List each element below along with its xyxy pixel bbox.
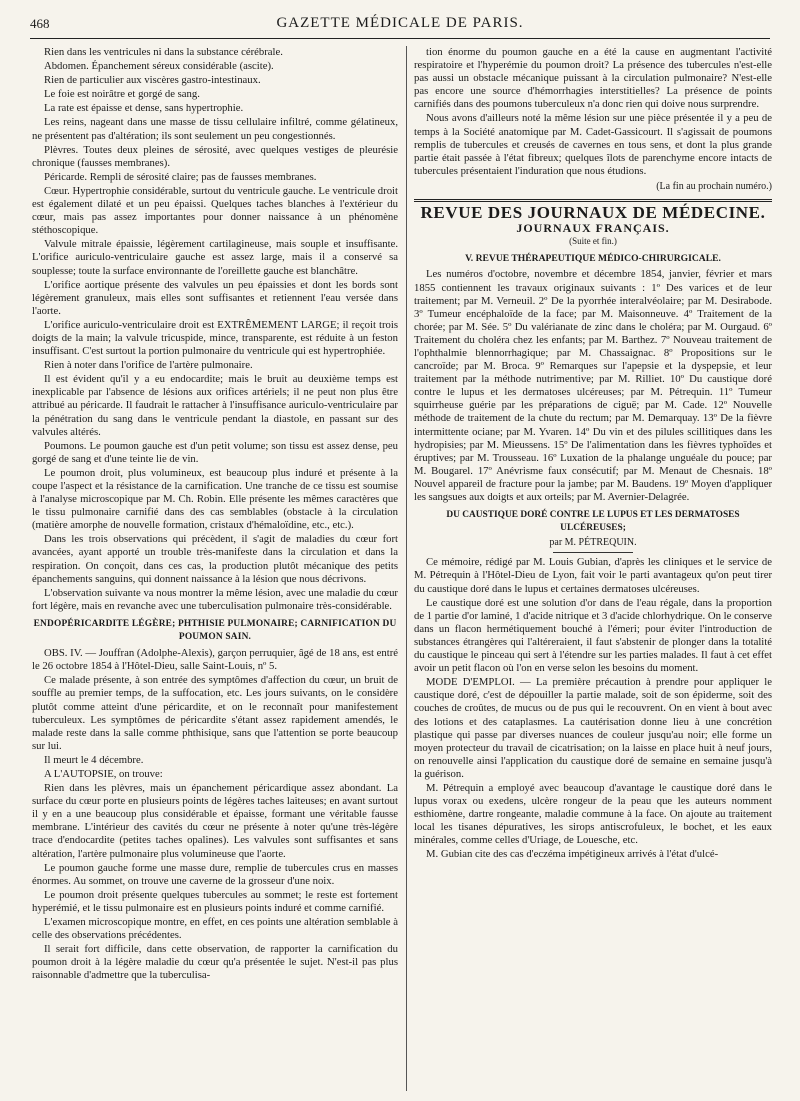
paragraph: Le foie est noirâtre et gorgé de sang.: [44, 88, 200, 101]
paragraph: Poumons. Le poumon gauche est d'un petit volume; son tissu est assez dense, peu gorgé de sang et d'une teinte lie de vin.: [32, 439, 398, 465]
paragraph: MODE D'EMPLOI. — La première précaution à prendre pour appliquer le caustique doré, c'est de dépouiller la partie malade, soit de son épiderme, soit des couches de croûtes, de mucus ou de pus qui le recouvrent. On en vient à bout avec des lotions et des cataplasmes. La cautérisation donne lieu à une concrétion plastique qui passe par diverses nuances de couleur jusqu'au noir; elle forme un moyen protecteur du travail de cicatrisation; on la laisse en place huit à neuf jours, on renouvelle ainsi l'application du caustique doré de semaine en semaine jusqu'à la guérison.: [414, 676, 772, 780]
paragraph: La rate est épaisse et dense, sans hypertrophie.: [44, 102, 244, 115]
paragraph: Valvule mitrale épaissie, légèrement cartilagineuse, mais souple et insuffisante. L'orifice auriculo-ventriculaire gauche est assez large, mais il a conservé sa souplesse; toute la surface environnante de l'oreillette gauche est blanchâtre.: [32, 238, 398, 277]
paragraph: Rien à noter dans l'orifice de l'artère pulmonaire.: [44, 359, 253, 372]
page-header: [30, 12, 770, 39]
left-column: [32, 46, 398, 1091]
paragraph: Dans les trois observations qui précèdent, il s'agit de maladies du cœur fort avancées, ayant apporté un trouble très-manifeste dans la circulation et dans la respiration. On conçoit, dans ces cas, la production plutôt mécanique des petits épanchements sanguins, qui donnent naissance à la lésion que nous décrivons.: [32, 533, 398, 585]
paragraph: Il est évident qu'il y a eu endocardite; mais le bruit au deuxième temps est inexplicable par l'absence de lésions aux orifices artériels; il ne peut non plus être attribué au péricarde. Il faudrait le rattacher à l'insuffisance auriculo-ventriculaire par la pénétration du sang dans le ventricule pendant la diastole, en passant sur des valvules altérés.: [32, 373, 398, 438]
paragraph: Cœur. Hypertrophie considérable, surtout du ventricule gauche. Le ventricule droit est également dilaté et un peu épaissi. Quelques taches blanches à l'extérieur du cœur, mais pas assez importantes pour donner naissance à un phénomène stéthoscopique.: [32, 184, 398, 237]
revue-title: REVUE DES JOURNAUX DE MÉDECINE.: [420, 203, 766, 223]
paragraph: M. Pétrequin a employé avec beaucoup d'avantage le caustique doré dans le lupus vorax ou exedens, ulcère rongeur de la peau que les auteurs nomment esthiomène, dartre rongeante, maladie commune à la face. On ajoute au traitement local les tisanes dépuratives, les sirops antiscrofuleux, le bochet, et les eaux minérales, comme celles d'Uriage, de Louesche, etc.: [414, 781, 772, 847]
paragraph: Rien dans les ventricules ni dans la substance cérébrale.: [44, 46, 283, 58]
right-column: [414, 46, 772, 1091]
paragraph: L'orifice aortique présente des valvules un peu épaissies et dont les bords sont légèrement granuleux, mais elles sont suffisantes et retiennent l'eau versée dans l'aorte.: [32, 278, 398, 317]
right-continuation-paragraphs: [414, 46, 772, 178]
paragraph: tion énorme du poumon gauche en a été la cause en augmentant l'activité respiratoire et l'hyperémie du poumon droit? La présence des tubercules n'est-elle pas aussi un obstacle mécanique puissant à la circulation pulmonaire? N'est-elle pas encore une source d'hémorrhagies interstitielles? La présence de points carnifiés dans des poumons tuberculeux n'a donc rien qui doive nous surprendre.: [414, 46, 772, 111]
paragraph: Plèvres. Toutes deux pleines de sérosité, avec quelques vestiges de pleurésie chronique (fausses membranes).: [32, 143, 398, 169]
paragraph: L'observation suivante va nous montrer la même lésion, avec une maladie du cœur fort légère, mais en revanche avec une tuberculisation pulmonaire très-considérable.: [32, 586, 398, 612]
paragraph: L'orifice auriculo-ventriculaire droit est EXTRÊMEMENT LARGE; il reçoit trois doigts de la main; la valvule tricuspide, mince, transparente, est réduite à un feston insuffisant. C'est surtout la portion pulmonaire du ventricule qui est hypertrophiée.: [32, 318, 398, 358]
paragraph: Les reins, nageant dans une masse de tissu cellulaire infiltré, comme gélatineux, ne présentent pas d'altération; ils sont seulement un peu congestionnés.: [32, 116, 398, 142]
paragraph: Péricarde. Rempli de sérosité claire; pas de fausses membranes.: [44, 170, 317, 183]
paragraph: Rien dans les plèvres, mais un épanchement péricardique assez abondant. La surface du cœur porte en plusieurs points de légères taches laiteuses; en avant surtout il y en a une beaucoup plus considérable et épaisse, formant une véritable fausse membrane. L'intérieur des cavités du cœur ne présente à noter qu'une très-légère trace d'endocardite (petites taches opalines). Les valvules sont suffisantes et sans altération, l'artère pulmonaire plus volumineuse que l'aorte.: [32, 782, 398, 860]
suite-note: (Suite et fin.): [569, 236, 617, 247]
left-paragraphs-observation: [32, 647, 398, 982]
paragraph: A L'AUTOPSIE, on trouve:: [44, 767, 163, 780]
column-divider: [406, 46, 407, 1091]
paragraph: Le poumon droit présente quelques tubercules au sommet; le reste est fortement hyperémié, et le tissu pulmonaire est en plusieurs points induré et comme carnifié.: [32, 888, 398, 914]
paragraph: Ce malade présente, à son entrée des symptômes d'affection du cœur, un bruit de souffle au premier temps, de la suffocation, etc. Les jours suivants, on le considère plutôt comme atteint d'une péricardite, et on le reconnaît pour manifestement tuberculeux. Les symptômes de péricardite s'étant assez rapidement amendés, le malade reste dans la salle comme phthisique, sans que l'attention se porte beaucoup sur lui.: [32, 674, 398, 752]
paragraph: Abdomen. Épanchement séreux considérable (ascite).: [44, 60, 274, 73]
paragraph: Il serait fort difficile, dans cette observation, de rapporter la carnification du poumon droit à la légère maladie du cœur qu'a présentée le sujet. N'est-il pas plus raisonnable d'admettre que la tuberculisa-: [32, 943, 398, 982]
short-rule: [553, 552, 633, 553]
paragraph: Le poumon gauche forme une masse dure, remplie de tubercules crus en masses énormes. Au sommet, on trouve une caverne de la grosseur d'une noix.: [32, 861, 398, 887]
paragraph: Le caustique doré est une solution d'or dans de l'eau régale, dans la proportion de 1 partie d'or laminé, 1 d'acide nitrique et 3 d'acide chlorhydrique. On le conserve dans un flacon hermétiquement bouché à l'émeri; pour éviter l'introduction de substances étrangères qui l'altéreraient, il faut s'abstenir de plonger dans la totalité du caustique le pinceau qui sert à l'étendre sur les parties malades. Il faut à cet effet avoir un petit flacon où l'on en verse selon les besoins du moment.: [414, 596, 772, 675]
paragraph: Nous avons d'ailleurs noté la même lésion sur une pièce présentée il y a peu de temps à la Société anatomique par M. Cadet-Gassicourt. Il s'agissait de poumons remplis de tubercules et creusés de cavernes en tous sens, et dont la plus grande partie était passée à l'état fibreux; quelques îlots de parenchyme encore intacts de tubercules présentaient l'induration que nous étudions.: [414, 112, 772, 177]
paragraph: Ce mémoire, rédigé par M. Louis Gubian, d'après les cliniques et le service de M. Pétrequin à l'Hôtel-Dieu de Lyon, fait voir le parti avantageux qu'on peut tirer du caustique doré dans le lupus et certaines dermatoses ulcéreuses.: [414, 556, 772, 595]
to-be-continued-note: (La fin au prochain numéro.): [656, 180, 772, 192]
page-number: 468: [30, 16, 50, 31]
paragraph: OBS. IV. — Jouffran (Adolphe-Alexis), garçon perruquier, âgé de 18 ans, est entré le 26 octobre 1854 à l'Hôtel-Dieu, salle Saint-Louis, nº 5.: [32, 647, 398, 673]
paragraph: M. Gubian cite des cas d'eczéma impétigineux arrivés à l'état d'ulcé-: [426, 848, 719, 861]
section-double-rule: [414, 199, 772, 202]
paragraph: Rien de particulier aux viscères gastro-intestinaux.: [44, 74, 261, 87]
article-heading: DU CAUSTIQUE DORÉ CONTRE LE LUPUS ET LES DERMATOSES ULCÉREUSES;: [446, 510, 740, 534]
revue-paragraph: Les numéros d'octobre, novembre et décembre 1854, janvier, février et mars 1855 contiennent les travaux originaux suivants : 1º Des varices et de leur traitement; par M. Verneuil. 2º De la pyorrhée interalvéolaire; par M. Desirabode. 3º Tumeur encéphaloïde de la face; par M. Maisonneuve. 4º Traitement de la chorée; par M. Sée. 5º Du valérianate de zinc dans le choléra; par M. Ourgaud. 6º Traitement du choléra chez les enfants; par M. Barthez. 7º Nouveau traitement de l'ophthalmie blennorrhagique; par M. Chassaignac. 8º Propositions sur le cancroïde; par M. Broca. 9º Remarques sur l'apepsie et la dyspepsie, et leur traitement par la méthode nutrimentive; par M. Rilliet. 10º Du caustique doré contre le lupus et les dermatoses ulcéreuses; par M. Pétrequin. 11º Tumeur squirrheuse guérie par les préparations de ciguë; par M. Cade. 12º Nouvelle méthode de traitement de la chute du rectum; par M. Demarquay. 13º De la fièvre intermittente ociane; par M. Yvaren. 14º Du vin et des pilules scillitiques dans les hydropisies; par M. Mieussens. 15º De l'alimentation dans les fièvres typhoïdes et éruptives; par M. Trousseau. 16º Luxation de la phalange unguéale du pouce; par M. Bougarel. 17º Anévrisme faux consécutif; par M. Menaut de Chesnais. 18º Nouvel appareil de fracture pour la jambe; par M. Baudens. 19º Moyen d'appliquer les sangsues aux doigts et aux orteils; par M. Avernier-Delagrée.: [414, 268, 772, 503]
journal-title: GAZETTE MÉDICALE DE PARIS.: [276, 15, 524, 31]
left-paragraphs: [32, 46, 398, 613]
paragraph: Le poumon droit, plus volumineux, est beaucoup plus induré et présente à la coupe l'aspect et la résistance de la carnification. Une tranche de ce tissu est soumise à l'analyse microscopique par M. Ch. Robin. Elle présente les mêmes caractères que le tissu pulmonaire carnifié dans des cas semblables (obstacle à la circulation (matière amorphe de nouvelle formation, cristaux d'hémaloïdine, etc., etc.).: [32, 466, 398, 532]
subsection-title: V. REVUE THÉRAPEUTIQUE MÉDICO-CHIRURGICALE.: [465, 253, 721, 265]
observation-section-heading: ENDOPÉRICARDITE LÉGÈRE; PHTHISIE PULMONAIRE; CARNIFICATION DU POUMON SAIN.: [33, 618, 397, 643]
journaux-francais-title: JOURNAUX FRANÇAIS.: [516, 221, 670, 236]
article-author: par M. PÉTREQUIN.: [549, 537, 637, 549]
article-paragraphs: [414, 556, 772, 861]
paragraph: Il meurt le 4 décembre.: [44, 753, 144, 766]
paragraph: L'examen microscopique montre, en effet, en ces points une altération semblable à celle des observations précédentes.: [32, 916, 398, 942]
